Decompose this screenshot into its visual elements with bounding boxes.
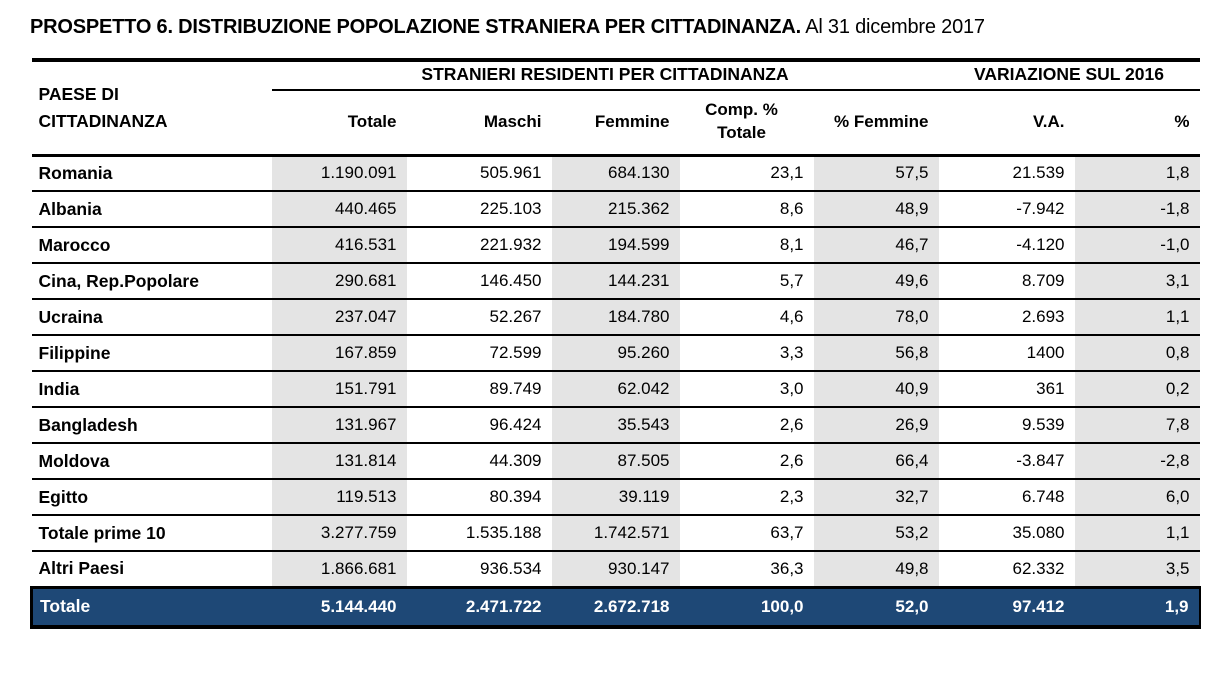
group-header-variazione-2016: VARIAZIONE SUL 2016 xyxy=(939,60,1200,90)
value-cell: 3,3 xyxy=(779,343,804,362)
value-cell: 26,9 xyxy=(814,407,939,443)
value-cell: 1.742.571 xyxy=(552,515,680,551)
table-row-egitto xyxy=(32,479,1200,515)
value-cell: 95.260 xyxy=(552,335,680,371)
value-cell: 2.471.722 xyxy=(407,587,552,627)
value-cell: 1.866.681 xyxy=(272,551,407,587)
table-row-albania xyxy=(32,191,1200,227)
value-cell: -3.847 xyxy=(1016,451,1065,470)
value-cell: 40,9 xyxy=(814,371,939,407)
value-cell: 131.814 xyxy=(272,443,407,479)
value-cell: 8,1 xyxy=(779,235,804,254)
value-cell: 66,4 xyxy=(814,443,939,479)
value-cell: 96.424 xyxy=(489,415,542,434)
value-cell: 184.780 xyxy=(552,299,680,335)
value-cell: 52.267 xyxy=(489,307,542,326)
value-cell: 6.748 xyxy=(1021,487,1065,506)
value-cell: 4,6 xyxy=(779,307,804,326)
value-cell: 7,8 xyxy=(1075,407,1200,443)
value-cell: 57,5 xyxy=(814,155,939,191)
country-cell: Cina, Rep.Popolare xyxy=(38,270,199,291)
column-header-comp-totale xyxy=(680,90,814,155)
value-cell: 1.535.188 xyxy=(465,523,542,542)
country-cell: Romania xyxy=(38,162,113,183)
table-row-filippine xyxy=(32,335,1200,371)
column-header-label: % Femmine xyxy=(834,111,929,131)
value-cell: 97.412 xyxy=(939,587,1075,627)
value-cell: 87.505 xyxy=(552,443,680,479)
column-header-country xyxy=(32,60,272,155)
value-cell: 49,8 xyxy=(814,551,939,587)
value-cell: 1.190.091 xyxy=(272,155,407,191)
country-cell: Totale xyxy=(32,587,272,627)
value-cell: 63,7 xyxy=(770,523,804,542)
value-cell: 0,2 xyxy=(1075,371,1200,407)
value-cell: 194.599 xyxy=(552,227,680,263)
column-header-label: Maschi xyxy=(483,111,542,131)
value-cell: 3,0 xyxy=(779,379,804,398)
value-cell: -1,0 xyxy=(1075,227,1200,263)
value-cell: 72.599 xyxy=(489,343,542,362)
column-header-totale xyxy=(272,90,407,155)
country-cell: Filippine xyxy=(38,342,111,363)
value-cell: 416.531 xyxy=(272,227,407,263)
country-cell: India xyxy=(38,378,80,399)
value-cell: 440.465 xyxy=(272,191,407,227)
value-cell: 89.749 xyxy=(489,379,542,398)
value-cell: 2.693 xyxy=(1021,307,1065,326)
table-row-totale-prime-10 xyxy=(32,515,1200,551)
group-header-row xyxy=(32,60,1200,90)
column-header-label: V.A. xyxy=(1032,111,1065,131)
country-cell: Egitto xyxy=(38,486,89,507)
value-cell: -4.120 xyxy=(1016,235,1065,254)
value-cell: 1,1 xyxy=(1075,299,1200,335)
value-cell: 144.231 xyxy=(552,263,680,299)
value-cell: 1400 xyxy=(1026,343,1065,362)
value-cell: 23,1 xyxy=(770,163,804,183)
value-cell: 3.277.759 xyxy=(272,515,407,551)
value-cell: 167.859 xyxy=(272,335,407,371)
value-cell: -2,8 xyxy=(1075,443,1200,479)
value-cell: 8,6 xyxy=(779,199,804,218)
value-cell: 48,9 xyxy=(814,191,939,227)
value-cell: 100,0 xyxy=(680,587,814,627)
value-cell: 215.362 xyxy=(552,191,680,227)
country-cell: Bangladesh xyxy=(38,414,138,435)
value-cell: 2,3 xyxy=(779,487,804,506)
column-header-label: % xyxy=(1174,111,1190,131)
value-cell: 151.791 xyxy=(272,371,407,407)
value-cell: 9.539 xyxy=(1021,415,1065,434)
value-cell: 35.080 xyxy=(1012,523,1065,542)
value-cell: 6,0 xyxy=(1075,479,1200,515)
country-cell: Totale prime 10 xyxy=(38,522,166,543)
value-cell: 2,6 xyxy=(779,415,804,434)
column-header-femmine xyxy=(814,90,939,155)
value-cell: 684.130 xyxy=(552,155,680,191)
value-cell: 62.042 xyxy=(552,371,680,407)
value-cell: 361 xyxy=(1036,379,1065,398)
value-cell: 44.309 xyxy=(489,451,542,470)
country-cell: Moldova xyxy=(38,450,110,471)
value-cell: 930.147 xyxy=(552,551,680,587)
value-cell: 146.450 xyxy=(480,271,542,290)
value-cell: 237.047 xyxy=(272,299,407,335)
column-header-femmine xyxy=(552,90,680,155)
column-header-pct xyxy=(1075,90,1200,155)
table-row-ucraina xyxy=(32,299,1200,335)
value-cell: 80.394 xyxy=(489,487,542,506)
country-cell: Altri Paesi xyxy=(38,558,125,579)
country-cell: Albania xyxy=(38,198,102,219)
value-cell: 5,7 xyxy=(779,271,804,290)
table-row-moldova xyxy=(32,443,1200,479)
value-cell: 78,0 xyxy=(814,299,939,335)
value-cell: 131.967 xyxy=(272,407,407,443)
table-title xyxy=(30,16,985,39)
value-cell: 3,5 xyxy=(1075,551,1200,587)
value-cell: 5.144.440 xyxy=(272,587,407,627)
grand-total-row xyxy=(32,587,1200,627)
table-row-romania xyxy=(32,155,1200,191)
value-cell: -1,8 xyxy=(1075,191,1200,227)
value-cell: 2.672.718 xyxy=(552,587,680,627)
table-row-cina-rep-popolare xyxy=(32,263,1200,299)
table-title-date: Al 31 dicembre 2017 xyxy=(805,16,985,38)
value-cell: 53,2 xyxy=(814,515,939,551)
value-cell: 62.332 xyxy=(1012,558,1065,578)
value-cell: 1,8 xyxy=(1075,155,1200,191)
value-cell: 119.513 xyxy=(272,479,407,515)
value-cell: 52,0 xyxy=(814,587,939,627)
value-cell: 46,7 xyxy=(814,227,939,263)
value-cell: 56,8 xyxy=(814,335,939,371)
value-cell: 49,6 xyxy=(814,263,939,299)
column-header-label: Comp. % Totale xyxy=(705,100,778,143)
value-cell: 505.961 xyxy=(480,163,542,183)
value-cell: 35.543 xyxy=(552,407,680,443)
value-cell: 8.709 xyxy=(1021,271,1065,290)
column-header-v-a xyxy=(939,90,1075,155)
country-cell: Ucraina xyxy=(38,306,103,327)
value-cell: 1,1 xyxy=(1075,515,1200,551)
column-header-label: Totale xyxy=(347,111,397,131)
column-header-maschi xyxy=(407,90,552,155)
value-cell: 225.103 xyxy=(480,199,542,218)
country-cell: Marocco xyxy=(38,234,111,255)
column-header-label: Femmine xyxy=(594,111,670,131)
value-cell: 39.119 xyxy=(552,479,680,515)
table-title-main: PROSPETTO 6. DISTRIBUZIONE POPOLAZIONE STRANIERA PER CITTADINANZA. xyxy=(30,16,801,38)
table-row-altri-paesi xyxy=(32,551,1200,587)
value-cell: 36,3 xyxy=(770,558,804,578)
table-row-marocco xyxy=(32,227,1200,263)
foreign-population-table xyxy=(30,58,1201,629)
column-header-country-label: PAESE DI CITTADINANZA xyxy=(38,83,168,131)
table-row-bangladesh xyxy=(32,407,1200,443)
table-row-india xyxy=(32,371,1200,407)
group-header-stranieri-residenti: STRANIERI RESIDENTI PER CITTADINANZA xyxy=(272,60,939,90)
value-cell: 32,7 xyxy=(814,479,939,515)
value-cell: 21.539 xyxy=(1012,163,1065,183)
value-cell: 936.534 xyxy=(480,558,542,578)
value-cell: 2,6 xyxy=(779,451,804,470)
value-cell: -7.942 xyxy=(1016,199,1065,218)
value-cell: 1,9 xyxy=(1075,587,1200,627)
value-cell: 0,8 xyxy=(1075,335,1200,371)
value-cell: 3,1 xyxy=(1075,263,1200,299)
value-cell: 290.681 xyxy=(272,263,407,299)
value-cell: 221.932 xyxy=(480,235,542,254)
